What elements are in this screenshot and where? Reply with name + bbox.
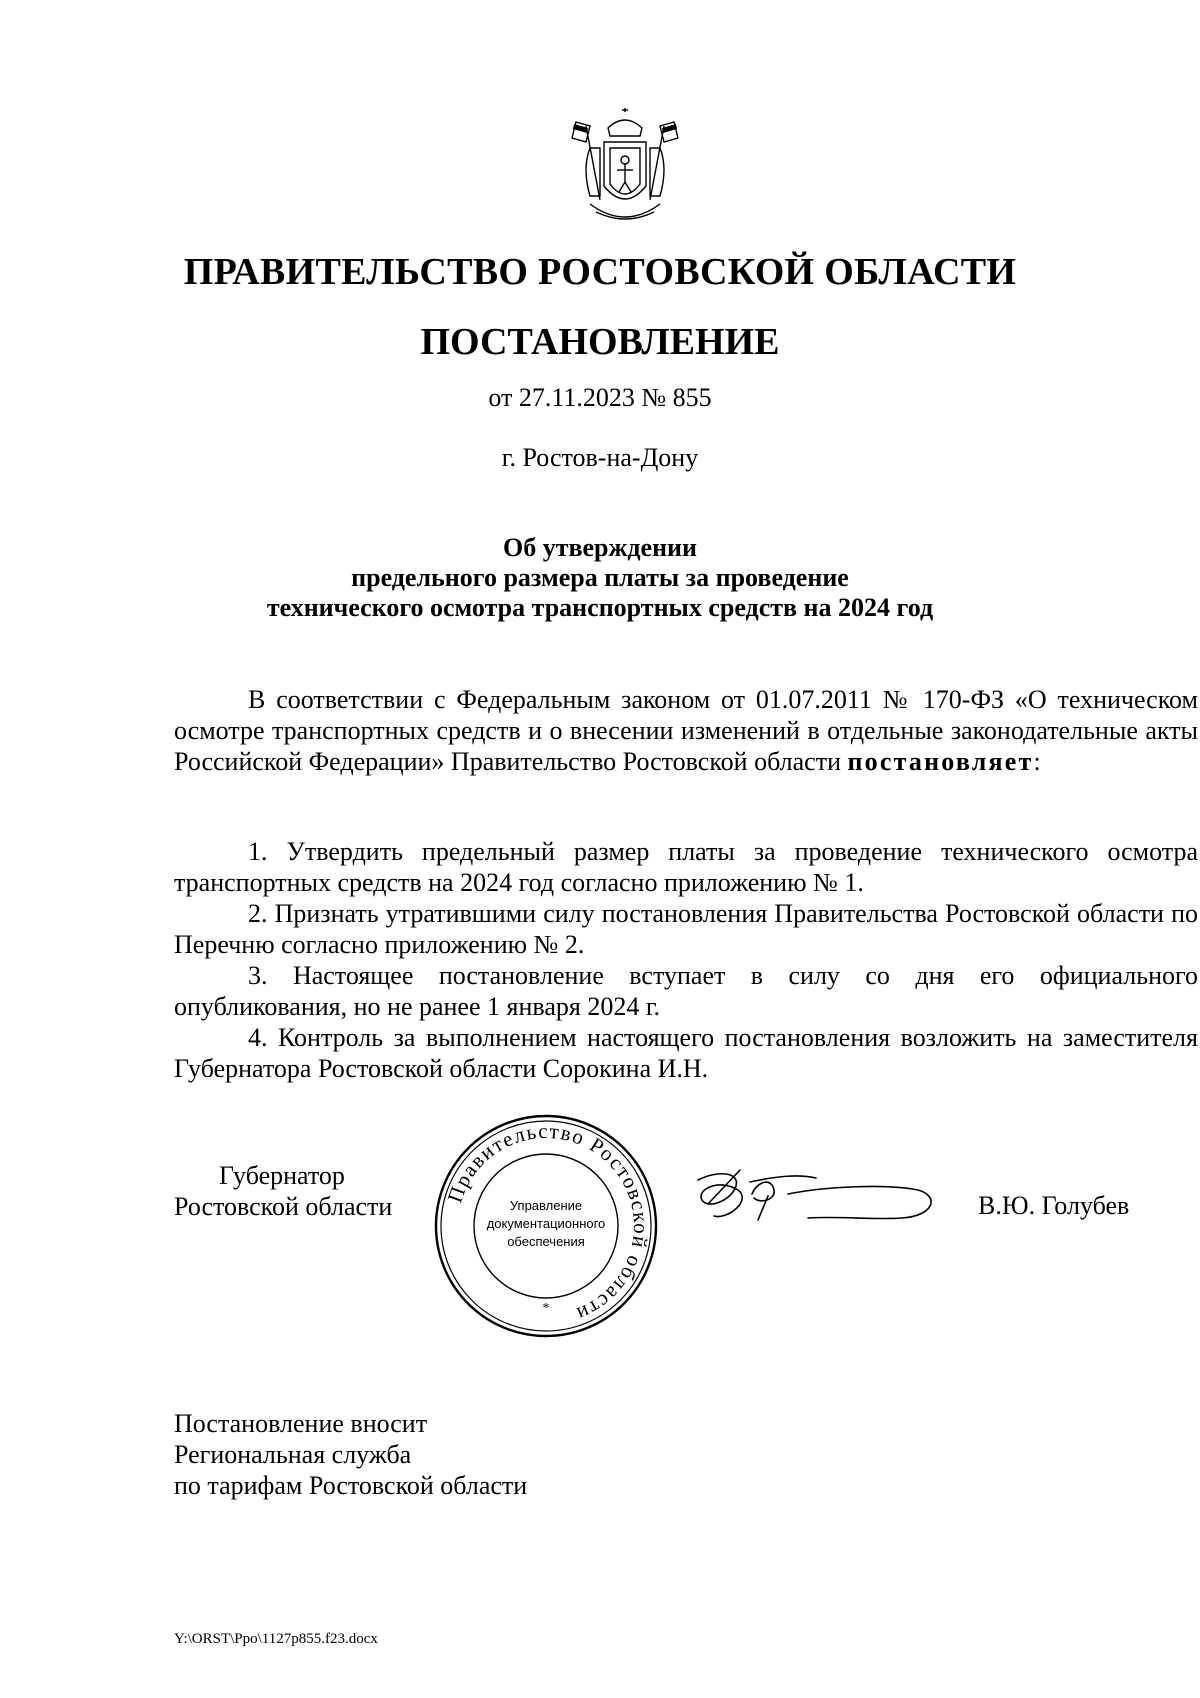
signatory-position <box>174 1160 392 1222</box>
coat-of-arms-icon <box>560 108 690 226</box>
subject-line: Об утверждении <box>502 533 698 562</box>
resolution-item: 4. Контроль за выполнением настоящего постановления возложить на заместителя Губернатора Ростовской области Сорокина И.Н. <box>174 1023 1198 1083</box>
seal-center-line: Управление <box>509 1198 583 1213</box>
signatory-position-line: Ростовской области <box>174 1192 393 1221</box>
document-subject <box>0 533 1200 623</box>
resolution-item: 3. Настоящее постановление вступает в силу со дня его официального опубликования, но не ранее 1 января 2024 г. <box>174 961 1198 1021</box>
preamble-paragraph <box>174 684 1198 777</box>
introduced-by <box>174 1408 527 1501</box>
place-of-issue: г. Ростов-на-Дону <box>501 443 699 472</box>
resolution-item: 1. Утвердить предельный размер платы за проведение технического осмотра транспортных средств на 2024 год согласно приложению № 1. <box>174 837 1198 897</box>
seal-center-line: документационного <box>486 1216 606 1231</box>
preamble-colon: : <box>1033 747 1041 776</box>
seal-center-line: обеспечения <box>507 1234 585 1249</box>
issuing-authority: ПРАВИТЕЛЬСТВО РОСТОВСКОЙ ОБЛАСТИ <box>183 251 1017 293</box>
preamble-text: В соответствии с Федеральным законом от 01.07.2011 № 170-ФЗ «О техническом осмотре транспортных средств и о внесении изменений в отдельные законодательные акты Российской Федерации» Правительство Ростовской области <box>174 685 1198 776</box>
subject-line: технического осмотра транспортных средств на 2024 год <box>266 593 934 622</box>
signatory-position-line: Губернатор <box>219 1161 345 1190</box>
seal-ring-text: Правительство Ростовской области <box>442 1118 654 1328</box>
subject-line: предельного размера платы за проведение <box>351 563 849 592</box>
signatory-name: В.Ю. Голубев <box>978 1191 1130 1220</box>
document-type: ПОСТАНОВЛЕНИЕ <box>420 321 780 363</box>
svg-text:*: * <box>542 1301 550 1316</box>
handwritten-signature <box>688 1160 950 1250</box>
date-and-number: от 27.11.2023 № 855 <box>488 383 712 412</box>
introduced-by-line: по тарифам Ростовской области <box>174 1471 528 1500</box>
introduced-by-line: Региональная служба <box>174 1440 412 1469</box>
official-seal <box>432 1112 660 1340</box>
file-path-footer: Y:\ORST\Ppo\1127p855.f23.docx <box>174 1631 378 1647</box>
resolves-word: постановляет <box>847 747 1034 776</box>
introduced-by-line: Постановление вносит <box>174 1409 428 1438</box>
resolution-item: 2. Признать утратившими силу постановления Правительства Ростовской области по Перечню согласно приложению № 2. <box>174 899 1198 959</box>
